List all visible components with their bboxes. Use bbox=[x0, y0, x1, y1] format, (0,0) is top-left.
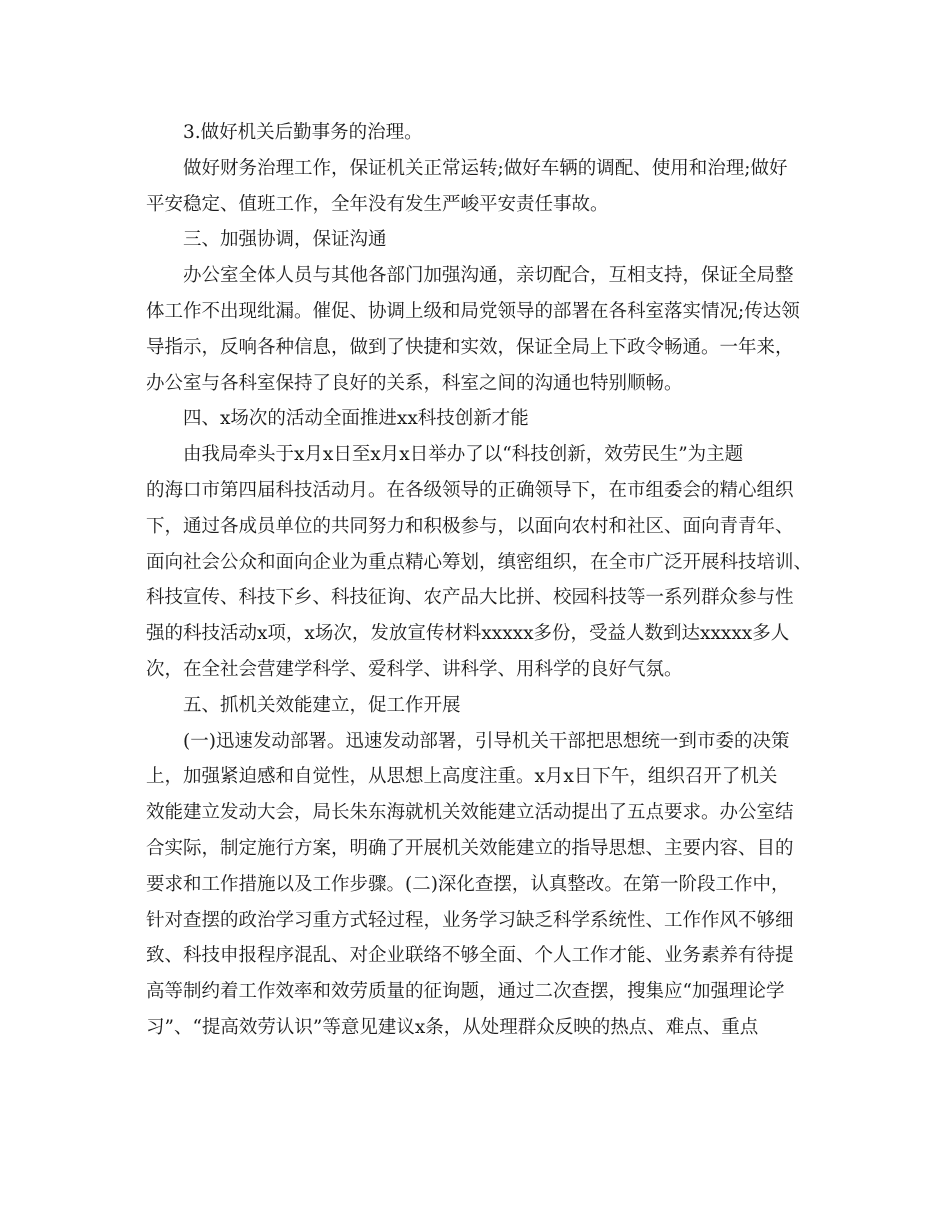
text-line: 高等制约着工作效率和效劳质量的征询题，通过二次查摆，搜集应“加强理论学 bbox=[146, 981, 785, 1003]
text-line: 要求和工作措施以及工作步骤。(二)深化查摆，认真整改。在第一阶段工作中， bbox=[146, 873, 790, 895]
paragraph-6 bbox=[146, 437, 811, 688]
text-line: 合实际，制定施行方案，明确了开展机关效能建立的指导思想、主要内容、目的 bbox=[146, 837, 794, 859]
paragraph-8 bbox=[146, 724, 811, 1046]
text-line: 致、科技申报程序混乱、对企业联络不够全面、个人工作才能、业务素养有待提 bbox=[146, 945, 794, 967]
paragraph-4 bbox=[146, 258, 811, 401]
text-line: 针对查摆的政治学习重方式轻过程，业务学习缺乏科学系统性、工作作风不够细 bbox=[146, 909, 794, 931]
text-line: 次，在全社会营建学科学、爱科学、讲科学、用科学的良好气氛。 bbox=[146, 658, 683, 680]
section-heading-4 bbox=[146, 401, 811, 437]
paragraph-2 bbox=[146, 151, 811, 223]
text-line: 四、x场次的活动全面推进xx科技创新才能 bbox=[183, 408, 529, 430]
text-line: 五、抓机关效能建立，促工作开展 bbox=[183, 694, 461, 716]
text-line: 上，加强紧迫感和自觉性，从思想上高度注重。x月x日下午，组织召开了机关 bbox=[146, 766, 778, 788]
text-line: 的海口市第四届科技活动月。在各级领导的正确领导下，在市组委会的精心组织 bbox=[146, 479, 794, 501]
text-line: 三、加强协调，保证沟通 bbox=[183, 229, 387, 251]
text-line: 3.做好机关后勤事务的治理。 bbox=[183, 122, 423, 143]
document-body bbox=[146, 115, 811, 1046]
text-line: 办公室全体人员与其他各部门加强沟通，亲切配合，互相支持，保证全局整 bbox=[183, 265, 794, 287]
text-line: 导指示，反响各种信息，做到了快捷和实效，保证全局上下政令畅通。一年来， bbox=[146, 336, 794, 358]
section-heading-5 bbox=[146, 688, 811, 724]
text-line: 习”、“提高效劳认识”等意见建议x条，从处理群众反映的热点、难点、重点 bbox=[146, 1016, 759, 1038]
text-line: (一)迅速发动部署。迅速发动部署，引导机关干部把思想统一到市委的决策 bbox=[183, 730, 790, 752]
text-line: 平安稳定、值班工作，全年没有发生严峻平安责任事故。 bbox=[146, 193, 609, 215]
text-line: 做好财务治理工作，保证机关正常运转;做好车辆的调配、使用和治理;做好 bbox=[183, 157, 788, 179]
text-line: 科技宣传、科技下乡、科技征询、农产品大比拼、校园科技等一系列群众参与性 bbox=[146, 587, 794, 609]
text-line: 强的科技活动x项，x场次，发放宣传材料xxxxx多份，受益人数到达xxxxx多人 bbox=[146, 623, 790, 645]
text-line: 体工作不出现纰漏。催促、协调上级和局党领导的部署在各科室落实情况;传达领 bbox=[146, 300, 800, 322]
section-heading-3 bbox=[146, 222, 811, 258]
text-line: 下，通过各成员单位的共同努力和积极参与，以面向农村和社区、面向青青年、 bbox=[146, 515, 794, 537]
paragraph-1 bbox=[146, 115, 811, 151]
text-line: 面向社会公众和面向企业为重点精心筹划，缜密组织，在全市广泛开展科技培训、 bbox=[146, 551, 813, 573]
text-line: 由我局牵头于x月x日至x月x日举办了以“科技创新，效劳民生”为主题 bbox=[183, 444, 744, 466]
text-line: 办公室与各科室保持了良好的关系，科室之间的沟通也特别顺畅。 bbox=[146, 372, 683, 394]
text-line: 效能建立发动大会，局长朱东海就机关效能建立活动提出了五点要求。办公室结 bbox=[146, 802, 794, 824]
